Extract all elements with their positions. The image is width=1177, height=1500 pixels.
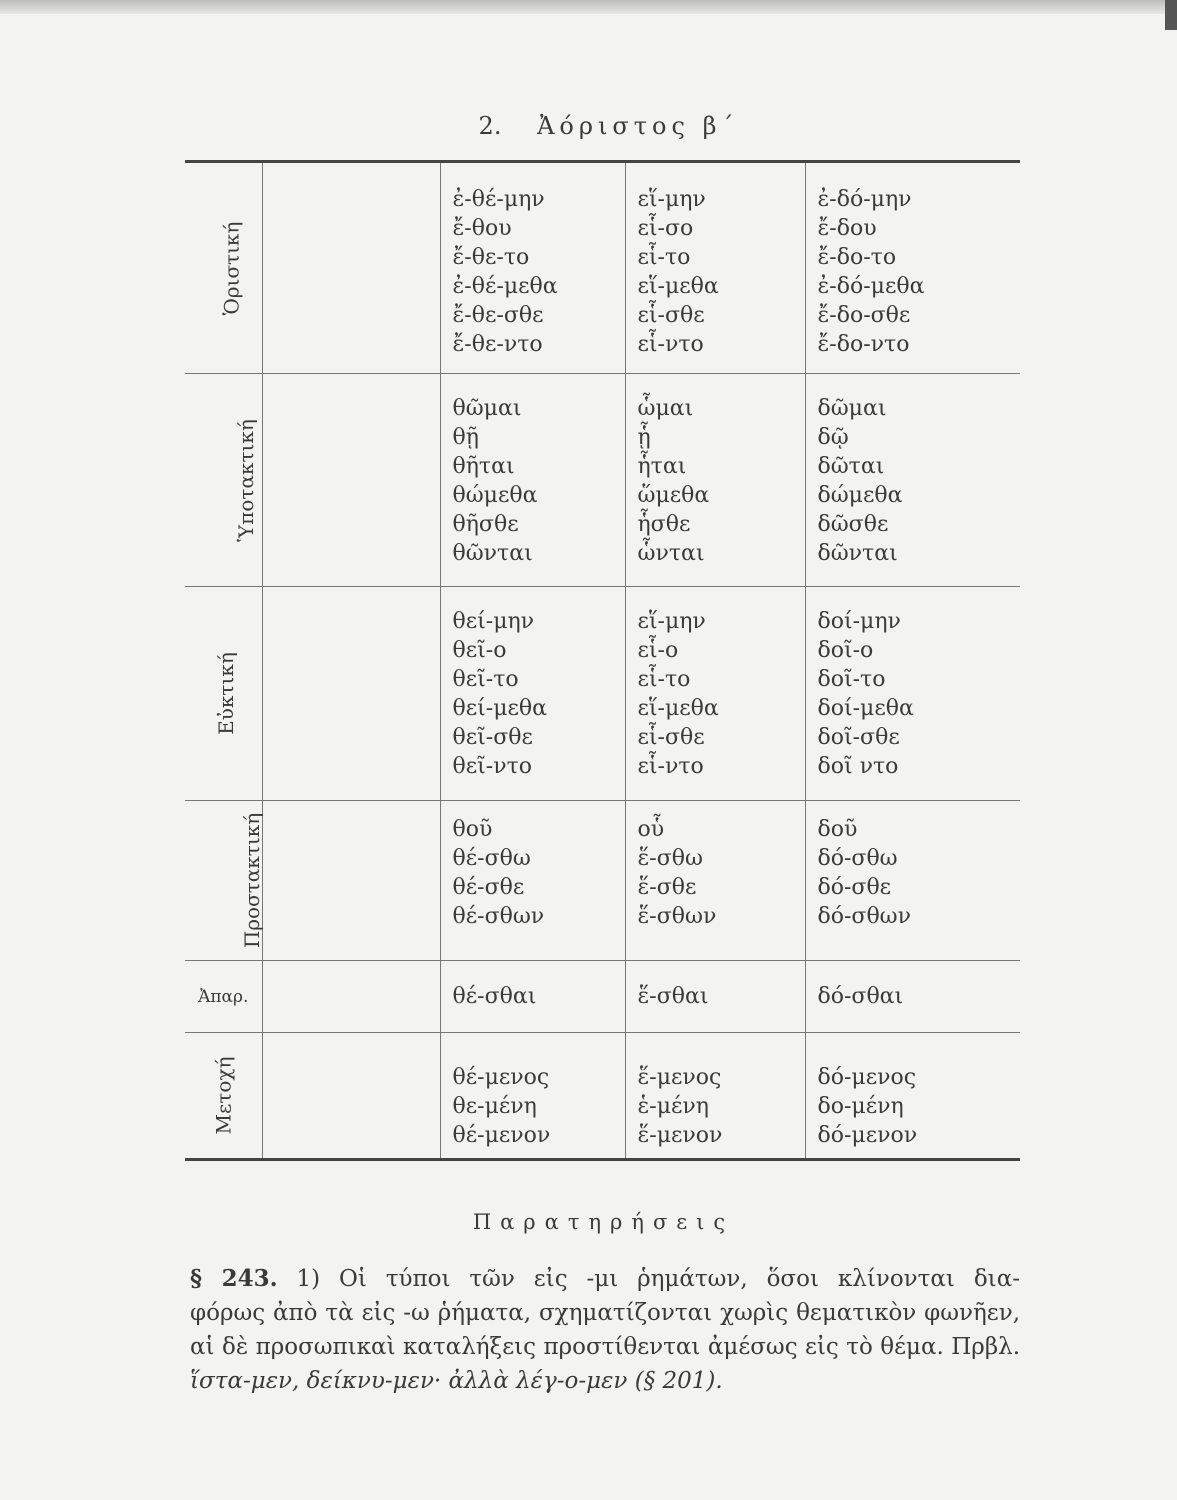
verb-form: δό-σθω xyxy=(817,846,898,871)
empty-cell xyxy=(262,1033,440,1160)
verb-form: δό-μενος xyxy=(817,1065,917,1090)
paragraph-line: αἱ δὲ προσωπικαὶ καταλήξεις προστίθενται ἀμέσως εἰς τὸ θέμα. Πρβλ. xyxy=(190,1334,1020,1360)
row-subjunctive xyxy=(185,374,1020,587)
verb-form: δῶσθε xyxy=(817,512,889,537)
mood-label-cell xyxy=(185,587,262,801)
paragraph-line xyxy=(190,1262,1020,1296)
form-cell xyxy=(440,587,625,801)
section-heading xyxy=(0,112,1177,140)
verb-form: ὥμεθα xyxy=(637,483,710,508)
mood-label-cell xyxy=(185,801,265,961)
row-participle xyxy=(185,1033,1020,1160)
verb-form: θώμεθα xyxy=(452,483,538,508)
verb-form: θέ-σθω xyxy=(452,846,531,871)
row-optative xyxy=(185,587,1020,801)
verb-form: ᾗ xyxy=(637,425,651,450)
paragraph-line: φόρως ἀπὸ τὰ εἰς -ω ῥήματα, σχηματίζονται χωρὶς θεματικὸν φωνῆεν, xyxy=(190,1300,1020,1326)
form-cell xyxy=(440,1033,625,1160)
mood-label-cell xyxy=(185,1033,262,1160)
verb-form: ἕ-σθε xyxy=(637,875,697,900)
paragraph-line: ἵστα-μεν, δείκνυ-μεν· ἀλλὰ λέγ-ο-μεν (§ 201). xyxy=(190,1368,723,1394)
verb-form: δῷ xyxy=(817,425,849,450)
verb-form: εἵ-μεθα xyxy=(637,274,719,299)
verb-form: δό-σθε xyxy=(817,875,892,900)
verb-form: ἕ-μενος xyxy=(637,1065,722,1090)
verb-form: ἕ-μενον xyxy=(637,1123,723,1148)
verb-form: εἷ-το xyxy=(637,245,691,270)
row-infinitive xyxy=(185,961,1020,1033)
verb-form: δοῖ-σθε xyxy=(817,725,900,750)
verb-form: εἷ-ο xyxy=(637,638,679,663)
mood-label: Μετοχή xyxy=(211,1056,236,1135)
form-cell xyxy=(805,374,1020,587)
verb-form: θῶμαι xyxy=(452,396,522,421)
verb-form: δοῖ-ο xyxy=(817,638,874,663)
form-cell xyxy=(625,587,805,801)
form-cell xyxy=(805,162,1020,374)
verb-form: εἵ-μεθα xyxy=(637,696,719,721)
verb-form: θεῖ-ο xyxy=(452,638,507,663)
verb-form: ἕ-σθων xyxy=(637,904,717,929)
verb-form: ἕ-σθω xyxy=(637,846,703,871)
form-cell xyxy=(625,801,805,961)
verb-form: θε-μένη xyxy=(452,1094,537,1119)
row-indicative xyxy=(185,162,1020,374)
verb-form: ἔ-δου xyxy=(817,216,877,241)
verb-form: δό-σθαι xyxy=(817,984,904,1009)
verb-form: δό-σθων xyxy=(817,904,911,929)
conjugation-table xyxy=(185,160,1020,1161)
form-cell xyxy=(625,162,805,374)
verb-form: ἔ-δο-σθε xyxy=(817,303,911,328)
heading-number: 2. xyxy=(478,112,502,140)
verb-form: ὧνται xyxy=(637,541,705,566)
verb-form: θέ-μενος xyxy=(452,1065,550,1090)
observations-paragraph xyxy=(190,1262,1020,1398)
verb-form: δοί-μην xyxy=(817,609,901,634)
heading-title: Ἀόριστος β΄ xyxy=(537,112,739,140)
verb-form: δῶται xyxy=(817,454,885,479)
form-cell xyxy=(805,587,1020,801)
verb-form: ἐ-θέ-μην xyxy=(452,187,545,212)
verb-form: ἔ-θε-σθε xyxy=(452,303,544,328)
empty-cell xyxy=(262,374,440,587)
verb-form: ἔ-θε-το xyxy=(452,245,530,270)
verb-form: δῶμαι xyxy=(817,396,887,421)
verb-form: ὧμαι xyxy=(637,396,694,421)
verb-form: θεῖ-ντο xyxy=(452,754,532,779)
verb-form: δοῖ ντο xyxy=(817,754,899,779)
verb-form: θέ-σθε xyxy=(452,875,525,900)
verb-form: θεῖ-το xyxy=(452,667,519,692)
section-number: § 243. xyxy=(190,1265,278,1292)
form-cell xyxy=(625,1033,805,1160)
verb-form: ἧσθε xyxy=(637,512,691,537)
mood-label-cell xyxy=(185,162,262,374)
observations-title: Παρατηρήσεις xyxy=(472,1210,735,1234)
verb-form: εἷ-σθε xyxy=(637,303,705,328)
verb-form: δοῖ-το xyxy=(817,667,886,692)
form-cell xyxy=(625,374,805,587)
mood-label: Εὐκτική xyxy=(213,652,238,735)
verb-form: ἔ-θε-ντο xyxy=(452,332,543,357)
mood-label-cell xyxy=(185,374,262,587)
verb-form: ἐ-θέ-μεθα xyxy=(452,274,558,299)
empty-cell xyxy=(262,587,440,801)
form-cell xyxy=(440,801,625,961)
page-corner xyxy=(1165,0,1177,30)
form-cell xyxy=(805,1033,1020,1160)
verb-form: θῶνται xyxy=(452,541,533,566)
empty-cell xyxy=(262,801,440,961)
verb-form: θῆσθε xyxy=(452,512,519,537)
verb-form: θέ-σθαι xyxy=(452,984,537,1009)
verb-form: δῶνται xyxy=(817,541,898,566)
empty-cell xyxy=(262,961,440,1033)
form-cell xyxy=(440,961,625,1033)
verb-form: εἷ-σο xyxy=(637,216,694,241)
form-cell xyxy=(805,961,1020,1033)
verb-form: ἑ-μένη xyxy=(637,1094,709,1119)
verb-form: ἧται xyxy=(637,454,687,479)
verb-form: εἷ-σθε xyxy=(637,725,705,750)
mood-label-cell xyxy=(185,961,262,1033)
paragraph-text: 1) Οἱ τύποι τῶν εἰς -μι ῥημάτων, ὅσοι κλίνονται δια- xyxy=(296,1266,1020,1292)
verb-form: ἐ-δό-μην xyxy=(817,187,912,212)
verb-form: ἔ-θου xyxy=(452,216,512,241)
mood-label: Ὑποτακτική xyxy=(233,418,258,542)
verb-form: ἔ-δο-το xyxy=(817,245,897,270)
verb-form: δό-μενον xyxy=(817,1123,918,1148)
verb-form: θεί-μεθα xyxy=(452,696,547,721)
row-imperative xyxy=(185,801,1020,961)
verb-form: θῇ xyxy=(452,425,479,450)
verb-form: εἷ-ντο xyxy=(637,754,704,779)
verb-form: θεί-μην xyxy=(452,609,535,634)
mood-label: Προστακτική xyxy=(240,812,265,949)
verb-form: εἷ-ντο xyxy=(637,332,704,357)
verb-form: εἵ-μην xyxy=(637,187,706,212)
verb-form: θέ-σθων xyxy=(452,904,545,929)
verb-form: εἷ-το xyxy=(637,667,691,692)
mood-label: Ἀπαρ. xyxy=(198,987,249,1007)
verb-form: θεῖ-σθε xyxy=(452,725,533,750)
verb-form: δο-μένη xyxy=(817,1094,904,1119)
form-cell xyxy=(440,374,625,587)
verb-form: ἕ-σθαι xyxy=(637,984,709,1009)
verb-form: θῆται xyxy=(452,454,515,479)
form-cell xyxy=(625,961,805,1033)
empty-cell xyxy=(262,162,440,374)
verb-form: ἔ-δο-ντο xyxy=(817,332,910,357)
verb-form: δώμεθα xyxy=(817,483,903,508)
form-cell xyxy=(440,162,625,374)
verb-form: ἐ-δό-μεθα xyxy=(817,274,925,299)
verb-form: δοῦ xyxy=(817,817,858,842)
mood-label: Ὁριστική xyxy=(219,221,244,315)
verb-form: θοῦ xyxy=(452,817,493,842)
verb-form: δοί-μεθα xyxy=(817,696,914,721)
verb-form: θέ-μενον xyxy=(452,1123,551,1148)
verb-form: εἵ-μην xyxy=(637,609,706,634)
page-edge xyxy=(0,0,1177,14)
verb-form: οὗ xyxy=(637,817,665,842)
form-cell xyxy=(805,801,1020,961)
